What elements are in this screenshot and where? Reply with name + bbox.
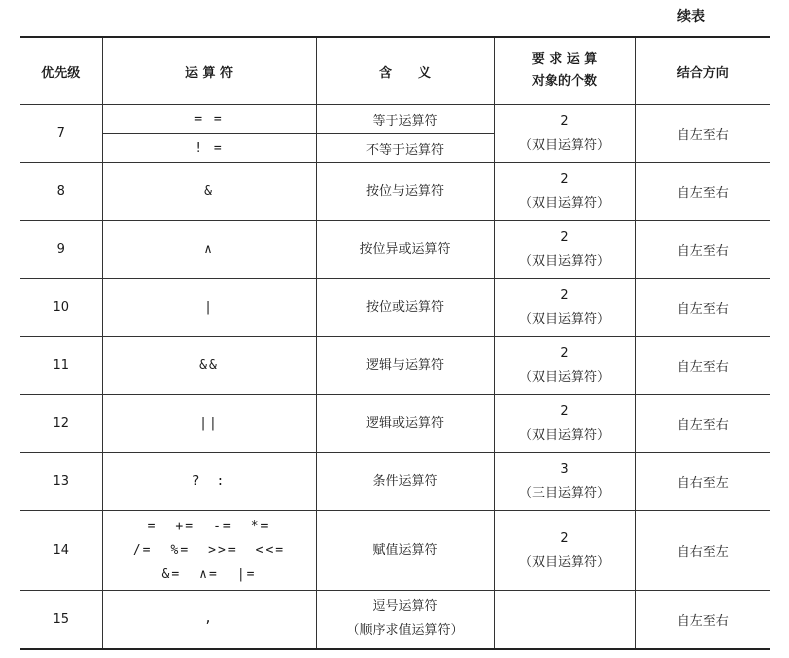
operand-count: 2 xyxy=(560,229,569,245)
operator-symbol: ∧ xyxy=(204,241,214,257)
precedence-cell: 8 xyxy=(20,163,102,221)
precedence-cell: 10 xyxy=(20,279,102,337)
header-operand-count xyxy=(494,37,635,105)
operand-desc: （双目运算符） xyxy=(518,253,610,269)
operator-cell xyxy=(102,591,316,649)
table-row xyxy=(20,511,770,591)
operator-symbol: += xyxy=(175,518,196,534)
operator-symbol: <<= xyxy=(255,542,286,558)
operand-count: 2 xyxy=(560,530,569,546)
operand-count-cell xyxy=(494,453,635,511)
table-row xyxy=(20,221,770,279)
operator-line xyxy=(103,412,316,436)
meaning-line: 条件运算符 xyxy=(372,473,438,489)
operator-cell xyxy=(102,337,316,395)
associativity-cell: 自左至右 xyxy=(635,163,770,221)
operator-cell: ! = xyxy=(102,134,316,163)
meaning-line: 逻辑与运算符 xyxy=(365,357,444,373)
operand-count-cell xyxy=(494,395,635,453)
associativity-cell: 自左至右 xyxy=(635,591,770,649)
operand-count-cell xyxy=(494,511,635,591)
meaning-line: 逗号运算符 xyxy=(372,599,438,615)
header-operand-line1: 要 求 运 算 xyxy=(531,52,598,67)
operator-precedence-table xyxy=(20,36,770,650)
operator-line xyxy=(103,180,316,204)
meaning-cell xyxy=(316,511,494,591)
operator-symbol: , xyxy=(204,611,214,627)
precedence-cell: 12 xyxy=(20,395,102,453)
operand-count-cell xyxy=(494,221,635,279)
operand-count: 2 xyxy=(560,113,569,129)
meaning-line: （顺序求值运算符） xyxy=(346,623,464,639)
meaning-cell xyxy=(316,163,494,221)
header-operator: 运 算 符 xyxy=(102,37,316,105)
operator-symbol: && xyxy=(199,357,219,373)
header-meaning: 含 义 xyxy=(316,37,494,105)
operator-symbol: %= xyxy=(170,542,191,558)
operator-symbol: ? : xyxy=(191,473,227,489)
operator-symbol: |= xyxy=(236,566,257,582)
meaning-line: 按位与运算符 xyxy=(365,183,444,199)
meaning-cell xyxy=(316,395,494,453)
operand-desc: （双目运算符） xyxy=(518,427,610,443)
operand-desc: （双目运算符） xyxy=(518,137,610,153)
operator-symbol: = xyxy=(147,518,158,534)
associativity-cell: 自左至右 xyxy=(635,105,770,163)
table-row xyxy=(20,105,770,134)
operator-cell xyxy=(102,163,316,221)
operator-line xyxy=(103,515,316,539)
operator-line xyxy=(103,563,316,587)
operand-count-cell xyxy=(494,105,635,163)
table-row xyxy=(20,395,770,453)
associativity-cell: 自左至右 xyxy=(635,395,770,453)
table-row xyxy=(20,163,770,221)
operand-desc: （双目运算符） xyxy=(518,554,610,570)
operator-symbol: ∧= xyxy=(199,566,219,582)
precedence-cell: 13 xyxy=(20,453,102,511)
operator-cell xyxy=(102,395,316,453)
operator-line xyxy=(103,296,316,320)
operand-desc: （双目运算符） xyxy=(518,369,610,385)
meaning-line: 逻辑或运算符 xyxy=(365,415,444,431)
operator-cell xyxy=(102,453,316,511)
precedence-cell: 9 xyxy=(20,221,102,279)
operator-cell xyxy=(102,279,316,337)
operator-symbol: & xyxy=(204,183,214,199)
operator-line xyxy=(103,470,316,494)
associativity-cell: 自右至左 xyxy=(635,453,770,511)
meaning-cell xyxy=(316,453,494,511)
meaning-cell xyxy=(316,591,494,649)
table-caption: 续表 xyxy=(677,9,705,25)
meaning-line: 赋值运算符 xyxy=(372,542,438,558)
precedence-cell: 11 xyxy=(20,337,102,395)
operator-symbol: *= xyxy=(250,518,271,534)
header-precedence: 优先级 xyxy=(20,37,102,105)
operator-cell xyxy=(102,221,316,279)
operand-count: 3 xyxy=(560,461,569,477)
operator-cell: = = xyxy=(102,105,316,134)
meaning-cell: 不等于运算符 xyxy=(316,134,494,163)
meaning-cell xyxy=(316,279,494,337)
header-associativity: 结合方向 xyxy=(635,37,770,105)
meaning-cell xyxy=(316,221,494,279)
operator-line xyxy=(103,238,316,262)
operand-desc: （三目运算符） xyxy=(518,485,610,501)
precedence-cell: 14 xyxy=(20,511,102,591)
operator-line xyxy=(103,607,316,631)
precedence-cell: 15 xyxy=(20,591,102,649)
operand-count-cell xyxy=(494,163,635,221)
meaning-line: 按位或运算符 xyxy=(365,299,444,315)
operand-count: 2 xyxy=(560,287,569,303)
precedence-cell: 7 xyxy=(20,105,102,163)
header-operand-line2: 对象的个数 xyxy=(531,74,597,89)
operand-count-cell xyxy=(494,591,635,649)
operand-desc: （双目运算符） xyxy=(518,311,610,327)
table-row xyxy=(20,337,770,395)
operand-count: 2 xyxy=(560,171,569,187)
meaning-cell xyxy=(316,337,494,395)
meaning-cell: 等于运算符 xyxy=(316,105,494,134)
operator-symbol: &= xyxy=(161,566,182,582)
associativity-cell: 自左至右 xyxy=(635,337,770,395)
operator-symbol: /= xyxy=(132,542,153,558)
operand-count-cell xyxy=(494,279,635,337)
operand-count: 2 xyxy=(560,403,569,419)
associativity-cell: 自右至左 xyxy=(635,511,770,591)
associativity-cell: 自左至右 xyxy=(635,221,770,279)
table-body xyxy=(20,105,770,649)
table-row xyxy=(20,591,770,649)
table-row xyxy=(20,279,770,337)
operator-symbol: -= xyxy=(213,518,233,534)
operator-symbol: >>= xyxy=(208,542,238,558)
operand-count: 2 xyxy=(560,345,569,361)
meaning-line: 按位异或运算符 xyxy=(359,241,451,257)
operator-symbol: || xyxy=(199,415,219,431)
operator-cell xyxy=(102,511,316,591)
header-row xyxy=(20,37,770,105)
table-row xyxy=(20,453,770,511)
operator-line xyxy=(103,539,316,563)
operator-line xyxy=(103,354,316,378)
operator-symbol: | xyxy=(204,299,214,315)
operand-desc: （双目运算符） xyxy=(518,195,610,211)
associativity-cell: 自左至右 xyxy=(635,279,770,337)
operand-count-cell xyxy=(494,337,635,395)
